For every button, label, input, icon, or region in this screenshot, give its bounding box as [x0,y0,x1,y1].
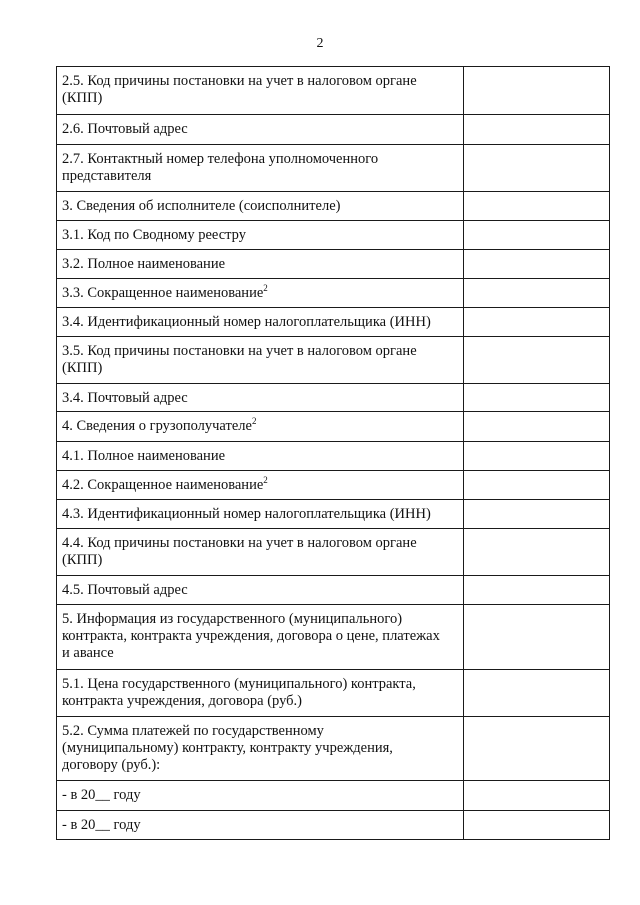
row-value-cell[interactable] [464,192,610,221]
page-number: 2 [316,36,324,51]
row-value [464,145,609,155]
table-row [57,605,610,670]
table-row [57,529,610,576]
row-label: 3.4. Почтовый адрес [62,390,188,406]
table-row [57,811,610,840]
row-value [464,250,609,260]
row-value [464,442,609,452]
table-row [57,412,610,442]
row-value [464,67,609,77]
row-label-cell [57,145,464,192]
row-label-cell [57,605,464,670]
table-row [57,576,610,605]
table-row [57,442,610,471]
row-value-cell[interactable] [464,250,610,279]
row-value [464,221,609,231]
row-label: 3. Сведения об исполнителе (соисполнителе) [62,198,341,214]
table-row [57,384,610,412]
table-row [57,308,610,337]
row-value [464,384,609,394]
row-value-cell[interactable] [464,670,610,717]
row-value [464,717,609,727]
row-value [464,115,609,125]
row-label-cell [57,442,464,471]
row-value [464,605,609,615]
row-label: 3.1. Код по Сводному реестру [62,227,246,243]
row-value-cell[interactable] [464,781,610,811]
row-label: 4.2. Сокращенное наименование [62,477,264,493]
table-row [57,115,610,145]
table-row [57,670,610,717]
row-value-cell[interactable] [464,717,610,781]
row-label-cell [57,250,464,279]
table-row [57,500,610,529]
row-value [464,279,609,289]
row-label: 3.5. Код причины постановки на учет в налоговом органе (КПП) [62,343,417,376]
row-value [464,308,609,318]
row-label-cell [57,115,464,145]
row-label-cell [57,221,464,250]
row-value-cell[interactable] [464,115,610,145]
row-value [464,670,609,680]
row-label-cell [57,279,464,308]
table-row [57,471,610,500]
row-label-cell [57,384,464,412]
form-table [56,66,610,840]
row-label-cell [57,529,464,576]
table-row [57,781,610,811]
table-row [57,67,610,115]
row-label: 4.4. Код причины постановки на учет в налоговом органе (КПП) [62,535,417,568]
table-row [57,717,610,781]
row-value [464,337,609,347]
row-value [464,500,609,510]
row-label: - в 20__ году [62,787,141,803]
row-label: 3.3. Сокращенное наименование [62,285,264,301]
row-label-cell [57,471,464,500]
row-value-cell[interactable] [464,442,610,471]
row-label: 2.6. Почтовый адрес [62,121,188,137]
row-value [464,811,609,821]
table-row [57,145,610,192]
footnote-mark: 2 [263,283,268,294]
footnote-mark: 2 [251,416,257,427]
row-label: 2.5. Код причины постановки на учет в налоговом органе (КПП) [62,73,417,106]
table-row [57,221,610,250]
table-row [57,337,610,384]
row-label: 3.4. Идентификационный номер налогоплательщика (ИНН) [62,314,431,330]
row-label: 5. Информация из государственного (муниципального) контракта, контракта учреждения, договора о цене, платежах и авансе [62,611,440,661]
table-row [57,279,610,308]
row-value-cell[interactable] [464,529,610,576]
footnote-mark: 2 [263,475,268,486]
row-value-cell[interactable] [464,500,610,529]
row-value-cell[interactable] [464,384,610,412]
row-label: 2.7. Контактный номер телефона уполномоченного представителя [62,151,379,184]
row-value-cell[interactable] [464,412,610,442]
row-value-cell[interactable] [464,471,610,500]
row-label-cell [57,192,464,221]
row-label-cell [57,717,464,781]
row-value-cell[interactable] [464,337,610,384]
row-label-cell [57,670,464,717]
row-label-cell [57,781,464,811]
row-label: 4.1. Полное наименование [62,448,226,464]
table-row [57,250,610,279]
row-value-cell[interactable] [464,145,610,192]
row-label: - в 20__ году [62,817,141,833]
row-label: 4.5. Почтовый адрес [62,582,188,598]
row-label: 5.1. Цена государственного (муниципального) контракта, контракта учреждения, договора (руб.) [62,676,416,709]
row-value-cell[interactable] [464,308,610,337]
form-table-body [57,67,610,840]
row-label: 5.2. Сумма платежей по государственному (муниципальному) контракту, контракту учреждения, договору (руб.): [62,723,393,773]
row-value [464,576,609,586]
row-label: 3.2. Полное наименование [62,256,226,272]
row-label-cell [57,576,464,605]
row-label-cell [57,811,464,840]
row-value-cell[interactable] [464,221,610,250]
row-value-cell[interactable] [464,605,610,670]
row-value [464,471,609,481]
row-label-cell [57,412,464,442]
row-value-cell[interactable] [464,811,610,840]
row-label: 4. Сведения о грузополучателе [62,418,252,434]
row-value [464,192,609,202]
row-value-cell[interactable] [464,67,610,115]
row-label-cell [57,67,464,115]
row-value [464,412,609,422]
row-label-cell [57,500,464,529]
row-value-cell[interactable] [464,576,610,605]
table-row [57,192,610,221]
row-value [464,529,609,539]
row-label: 4.3. Идентификационный номер налогоплательщика (ИНН) [62,506,431,522]
row-value [464,781,609,791]
row-value-cell[interactable] [464,279,610,308]
row-label-cell [57,337,464,384]
row-label-cell [57,308,464,337]
